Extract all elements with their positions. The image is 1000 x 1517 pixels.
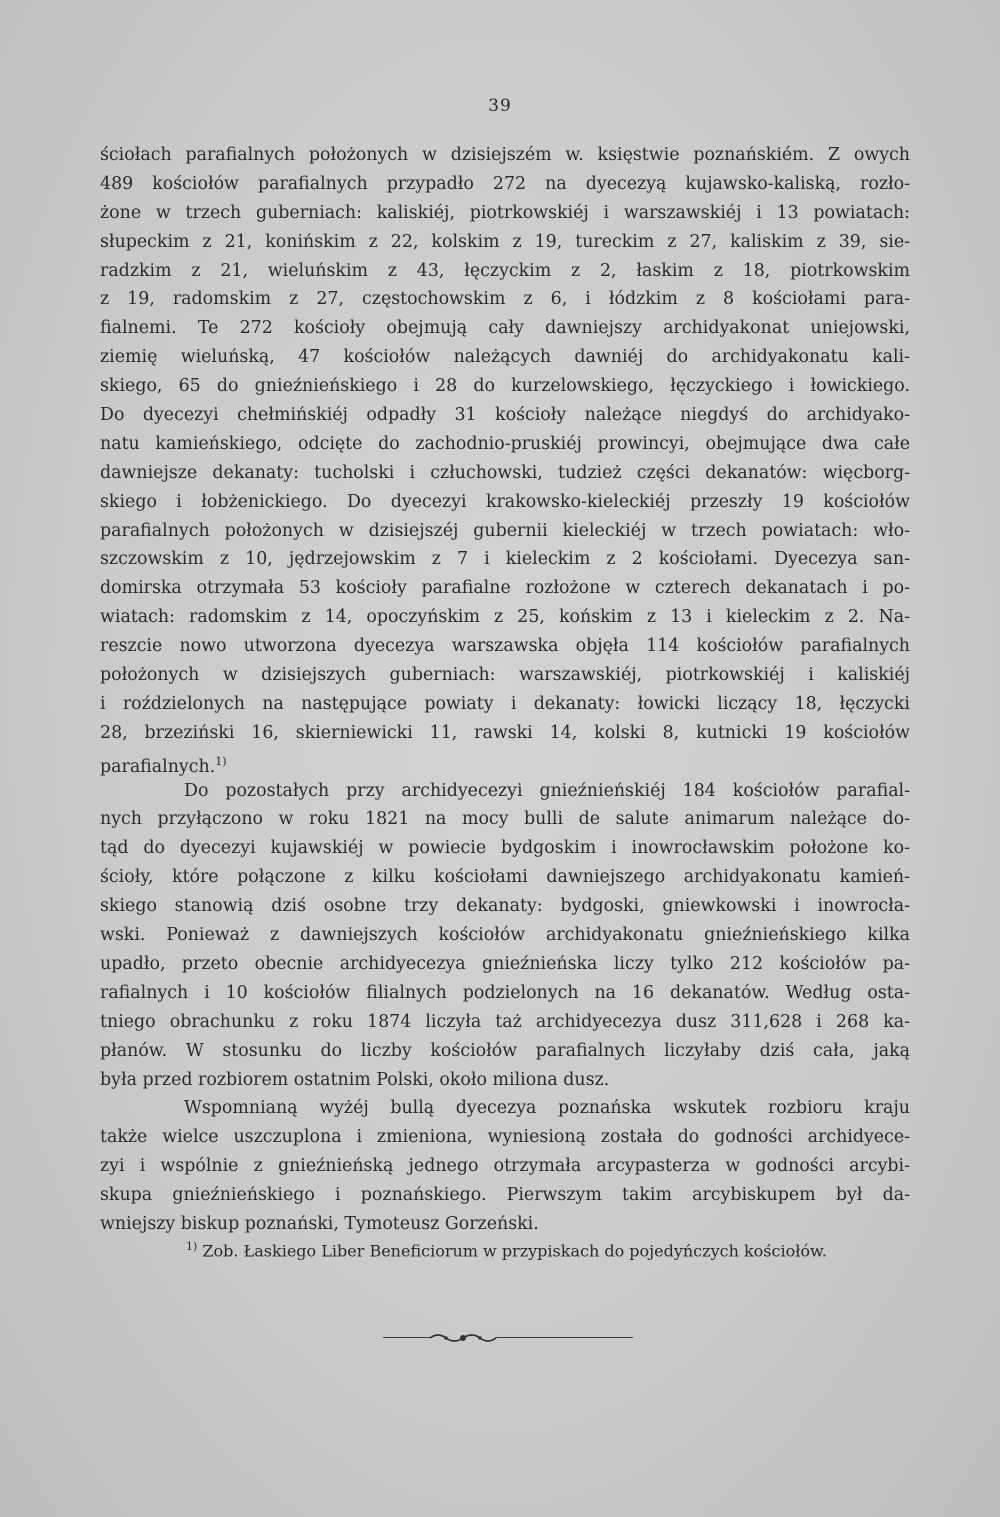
paragraph-3 [100, 1094, 910, 1238]
text-line: nych przyłączono w roku 1821 na mocy bulli de salute animarum należące do- [100, 809, 910, 830]
text-line: 28, brzeziński 16, skierniewicki 11, rawski 14, kolski 8, kutnicki 19 kościołów [100, 722, 910, 743]
text-line: upadło, przeto obecnie archidyecezya gnieźnieńska liczy tylko 212 kościołów pa- [100, 953, 910, 974]
footnote-text: Zob. Łaskiego Liber Beneficiorum w przypiskach do pojedyńczych kościołów. [202, 1241, 827, 1261]
text-line: skiego, 65 do gnieźnieńskiego i 28 do kurzelowskiego, łęczyckiego i łowickiego. [100, 376, 910, 397]
text-line: zyi i wspólnie z gnieźnieńską jednego otrzymała arcypasterza w godności arcybi- [100, 1156, 910, 1177]
footnote-marker: 1) [186, 1240, 198, 1253]
text-line: dawniejsze dekanaty: tucholski i człuchowski, tudzież części dekanatów: więcborg- [100, 462, 910, 483]
text-fragment: parafialnych. [100, 756, 216, 777]
text-line: także wielce uszczuplona i zmieniona, wyniesioną została do godności archidyece- [100, 1127, 910, 1148]
text-line: tąd do dyecezyi kujawskiéj w powiecie bydgoskim i inowrocławskim położone ko- [100, 838, 910, 859]
text-line: Do pozostałych przy archidyecezyi gnieźnieńskiéj 184 kościołów parafial- [184, 780, 910, 801]
text-line: reszcie nowo utworzona dyecezya warszawska objęła 114 kościołów parafialnych [100, 636, 910, 657]
text-line: płanów. W stosunku do liczby kościołów parafialnych liczyłaby dziś cała, jaką [100, 1040, 910, 1061]
text-line: skupa gnieźnieńskiego i poznańskiego. Pierwszym takim arcybiskupem był da- [100, 1185, 910, 1206]
body-text [100, 141, 910, 1239]
text-line: wniejszy biskup poznański, Tymoteusz Gorzeński. [100, 1213, 539, 1234]
text-line: natu kamieńskiego, odcięte do zachodnio-pruskiéj prowincyi, obejmujące dwa całe [100, 433, 910, 454]
text-line: radzkim z 21, wieluńskim z 43, łęczyckim z 2, łaskim z 18, piotrkowskim [100, 260, 910, 281]
text-line: domirska otrzymała 53 kościoły parafialne rozłożone w czterech dekanatach i po- [100, 578, 910, 599]
text-line: skiego stanowią dziś osobne trzy dekanaty: bydgoski, gniewkowski i inowrocła- [100, 896, 910, 917]
text-line: skiego i łobżenickiego. Do dyecezyi krakowsko-kieleckiéj przeszły 19 kościołów [100, 491, 910, 512]
text-line: i roździelonych na następujące powiaty i dekanaty: łowicki liczący 18, łęczycki [100, 693, 910, 714]
text-line: rafialnych i 10 kościołów filialnych podzielonych na 16 dekanatów. Według osta- [100, 982, 910, 1003]
text-line: szczowskim z 10, jędrzejowskim z 7 i kieleckim z 2 kościołami. Dyecezya san- [100, 549, 910, 570]
text-line: ziemię wieluńską, 47 kościołów należących dawniéj do archidyakonatu kali- [100, 347, 910, 368]
text-line: ściołach parafialnych położonych w dzisiejszém w. księstwie poznańskiém. Z owych [100, 145, 910, 165]
text-line: była przed rozbiorem ostatnim Polski, około miliona dusz. [100, 1069, 610, 1090]
text-line: fialnemi. Te 272 kościoły obejmują cały dawniejszy archidyakonat uniejowski, [100, 318, 910, 339]
text-line: tniego obrachunku z roku 1874 liczyła taż archidyecezya dusz 311,628 i 268 ka- [100, 1011, 910, 1032]
divider-rule-left [383, 1337, 431, 1338]
text-line: 489 kościołów parafialnych przypadło 272 na dyecezyą kujawsko-kaliską, rozło- [100, 173, 910, 194]
text-line: ścioły, które połączone z kilku kościołami dawniejszego archidyakonatu kamień- [100, 867, 910, 888]
text-line: Wspomnianą wyżéj bullą dyecezya poznańska wskutek rozbioru kraju [184, 1098, 910, 1119]
text-line: wski. Ponieważ z dawniejszych kościołów archidyakonatu gnieźnieńskiego kilka [100, 925, 910, 946]
paragraph-1 [100, 141, 910, 777]
paragraph-2 [100, 777, 910, 1095]
text-line [100, 748, 910, 777]
footnote-reference[interactable]: 1) [215, 754, 227, 768]
text-line: słupeckim z 21, konińskim z 22, kolskim z 19, tureckim z 27, kaliskim z 39, sie- [100, 231, 910, 252]
text-line: wiatach: radomskim z 14, opoczyńskim z 25, końskim z 13 i kieleckim z 2. Na- [100, 607, 910, 628]
text-line: Do dyecezyi chełmińskiéj odpadły 31 kościoły należące niegdyś do archidyako- [100, 405, 910, 426]
text-line: z 19, radomskim z 27, częstochowskim z 6, i łódzkim z 8 kościołami para- [100, 289, 910, 310]
ornament-icon [428, 1331, 498, 1345]
text-line: położonych w dzisiejszych guberniach: warszawskiéj, piotrkowskiéj i kaliskiéj [100, 665, 910, 686]
text-line: żone w trzech guberniach: kaliskiéj, piotrkowskiéj i warszawskiéj i 13 powiatach: [100, 202, 910, 223]
footnote [186, 1240, 916, 1260]
divider-rule-right [495, 1337, 633, 1338]
text-line: parafialnych położonych w dzisiejszéj gubernii kieleckiéj w trzech powiatach: wło- [100, 520, 910, 541]
page-number: 39 [488, 96, 512, 116]
ornamental-divider [383, 1334, 633, 1342]
